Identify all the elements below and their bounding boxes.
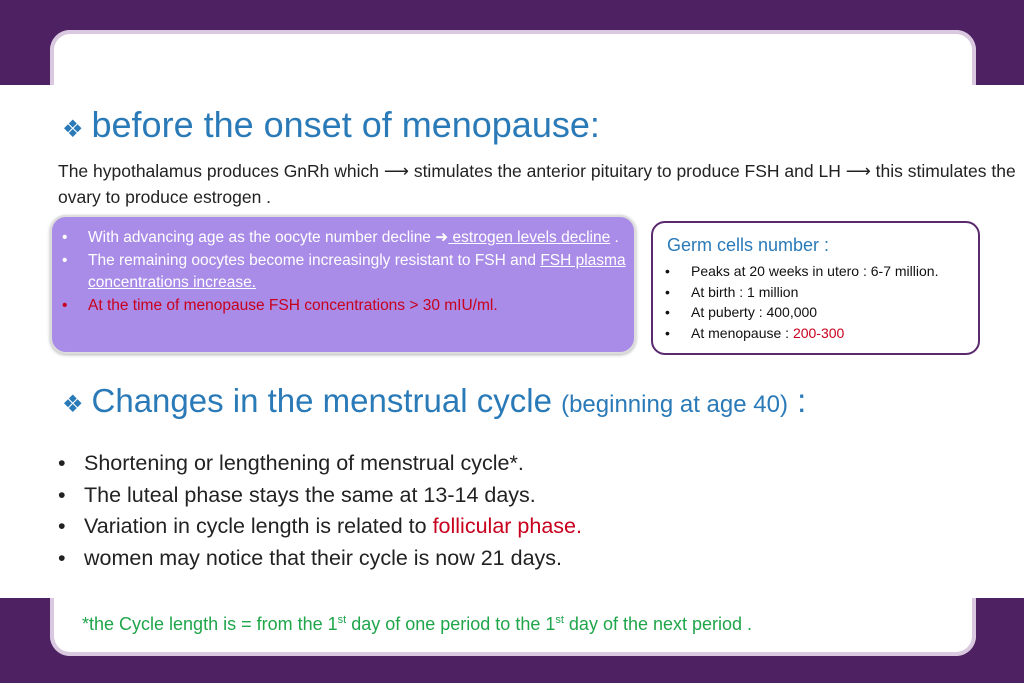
cycle-bullet-list (58, 448, 582, 574)
list-item: • With advancing age as the oocyte number decline ➜ estrogen levels decline . (88, 227, 634, 250)
list-item: • women may notice that their cycle is now 21 days. (58, 543, 582, 575)
section1-heading (62, 104, 600, 146)
four-diamond-icon: ❖ (62, 391, 84, 418)
four-diamond-icon: ❖ (62, 116, 84, 143)
germ-cells-title: Germ cells number : (667, 235, 830, 255)
list-item: • Variation in cycle length is related to follicular phase. (58, 511, 582, 543)
list-item: • At the time of menopause FSH concentrations > 30 mIU/ml. (88, 295, 634, 318)
germ-cells-list (665, 261, 938, 343)
section2-heading: ❖ Changes in the menstrual cycle (beginning at age 40) : (62, 382, 807, 419)
list-item: • Shortening or lengthening of menstrual cycle*. (58, 448, 582, 480)
purple-info-box (50, 215, 636, 354)
list-item: • Peaks at 20 weeks in utero : 6-7 million. (665, 261, 938, 282)
list-item: • The luteal phase stays the same at 13-14 days. (58, 480, 582, 512)
list-item: • At menopause : 200-300 (665, 323, 938, 344)
footnote: *the Cycle length is = from the 1st day of one period to the 1st day of the next period . (82, 614, 753, 634)
section1-heading-text: before the onset of menopause: (91, 104, 600, 145)
list-item: • At puberty : 400,000 (665, 302, 938, 323)
purple-info-list (52, 227, 634, 317)
list-item: • The remaining oocytes become increasingly resistant to FSH and FSH plasma concentrations increase. (88, 250, 634, 295)
list-item: • At birth : 1 million (665, 282, 938, 303)
section1-paragraph: The hypothalamus produces GnRh which ⟶ stimulates the anterior pituitary to produce FSH and LH ⟶ this stimulates the ovary to produce estrogen . (58, 161, 1016, 207)
germ-cells-box (651, 221, 980, 355)
